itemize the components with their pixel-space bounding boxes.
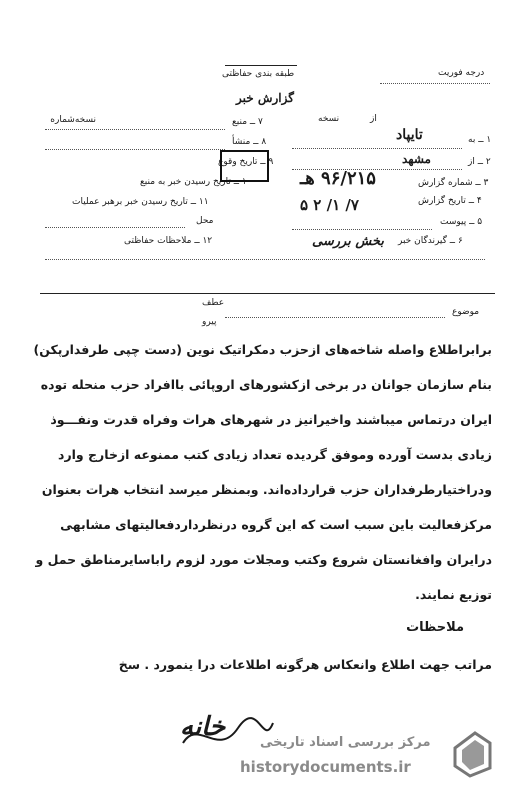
field-recipients-label: ۶ ــ گیرندگان خبر xyxy=(398,236,463,246)
body-line-5: ودراختیارطرفداران حزب قرارداده‌اند. وبمنظر میرسد انتخاب هرات بعنوان xyxy=(41,482,492,497)
field-from-value: مشهد xyxy=(402,152,431,166)
urgency-label: درجه فوریت xyxy=(438,68,485,78)
body-line-1: برابراطلاع واصله شاخه‌های ازحزب دمکراتیک نوین (دست چپی طرفدارپکن) xyxy=(33,342,492,357)
field-to-label: ۱ ــ به xyxy=(468,135,492,145)
body-line-8: توزیع نمایند. xyxy=(415,587,492,602)
field-to-value: تایپاد xyxy=(396,127,423,143)
watermark-site: historydocuments.ir xyxy=(240,758,411,776)
body-line-7: درایران وافغانستان شروع وکتب ومجلات مورد لزوم راباسایرمناطق حمل و xyxy=(35,552,492,567)
field-az-label: از xyxy=(370,114,377,124)
watermark-org: مرکز بررسی اسناد تاریخی xyxy=(260,735,431,750)
field-protective-remarks-label: ۱۲ ــ ملاحظات حفاظتی xyxy=(124,236,213,246)
field-to-line xyxy=(292,147,462,149)
field-origin-label: ۸ ــ منشأ xyxy=(232,137,267,147)
subject-top-rule xyxy=(40,293,495,294)
classification-line xyxy=(225,65,297,66)
field-source-line xyxy=(45,128,225,130)
body-line-6: مرکزفعالیت باین سبب است که این گروه درنظرداردفعالیتهای مشابهی xyxy=(60,517,492,532)
field-location-line xyxy=(45,226,185,228)
field-attachment-line xyxy=(292,228,432,230)
remarks-text: مراتب جهت اطلاع وانعکاس هرگونه اطلاعات درا ینمورد . سخ xyxy=(118,657,492,672)
signature: خانه xyxy=(180,712,226,742)
field-report-number-value: ۹۶/۲۱۵ هـ xyxy=(300,168,376,189)
field-occurrence-date-label: ۹ ــ تاریخ وقوع xyxy=(218,157,274,167)
body-line-3: ایران درتماس میباشند واخیرانیز در شهرهای هرات وفراه قدرت ونفـــوذ xyxy=(50,412,492,427)
subject-label: موضوع xyxy=(452,307,480,317)
ref-label: عطف xyxy=(202,298,225,308)
field-source-label: ۷ ــ منبع xyxy=(232,117,263,127)
urgency-underline xyxy=(380,82,490,84)
field-location-label: محل xyxy=(196,216,214,226)
field-attachment-label: ۵ ــ پیوست xyxy=(440,217,483,227)
field-report-number-label: ۳ ــ شماره گزارش xyxy=(418,178,489,188)
field-recipients-value: بخش بررسی xyxy=(312,234,384,249)
field-from-label: ۲ ــ از xyxy=(468,157,491,167)
field-date-to-source-label: ۱۰ ــ تاریخ رسیدن خبر به منبع xyxy=(140,177,252,187)
field-copy-number-label: نسخه‌شماره xyxy=(50,115,96,125)
follow-label: پیرو xyxy=(202,317,217,327)
subject-line xyxy=(225,316,445,318)
remarks-heading: ملاحظات xyxy=(406,620,464,635)
field-date-to-operations-label: ۱۱ ــ تاریخ رسیدن خبر برهبر عملیات xyxy=(72,197,209,207)
registration-stamp xyxy=(220,150,269,182)
field-report-date-label: ۴ ــ تاریخ گزارش xyxy=(418,196,482,206)
field-report-date-value: ۷/ ۱/ ۲ ۵ xyxy=(300,196,359,214)
body-line-4: زیادی بدست آورده وموفق گردیده تعداد زیادی کتب ممنوعه ازخارج وارد xyxy=(58,447,492,462)
fields-bottom-line xyxy=(45,258,485,260)
classification-label: طبقه بندی حفاظتی xyxy=(222,69,295,79)
field-origin-line xyxy=(45,148,225,150)
field-copy-label: نسخه xyxy=(318,114,340,124)
archive-logo-icon xyxy=(450,728,495,778)
report-title: گزارش خبر xyxy=(236,91,294,105)
body-line-2: بنام سازمان جوانان در برخی ازکشورهای اروپائی باافراد حزب منحله توده xyxy=(40,377,492,392)
